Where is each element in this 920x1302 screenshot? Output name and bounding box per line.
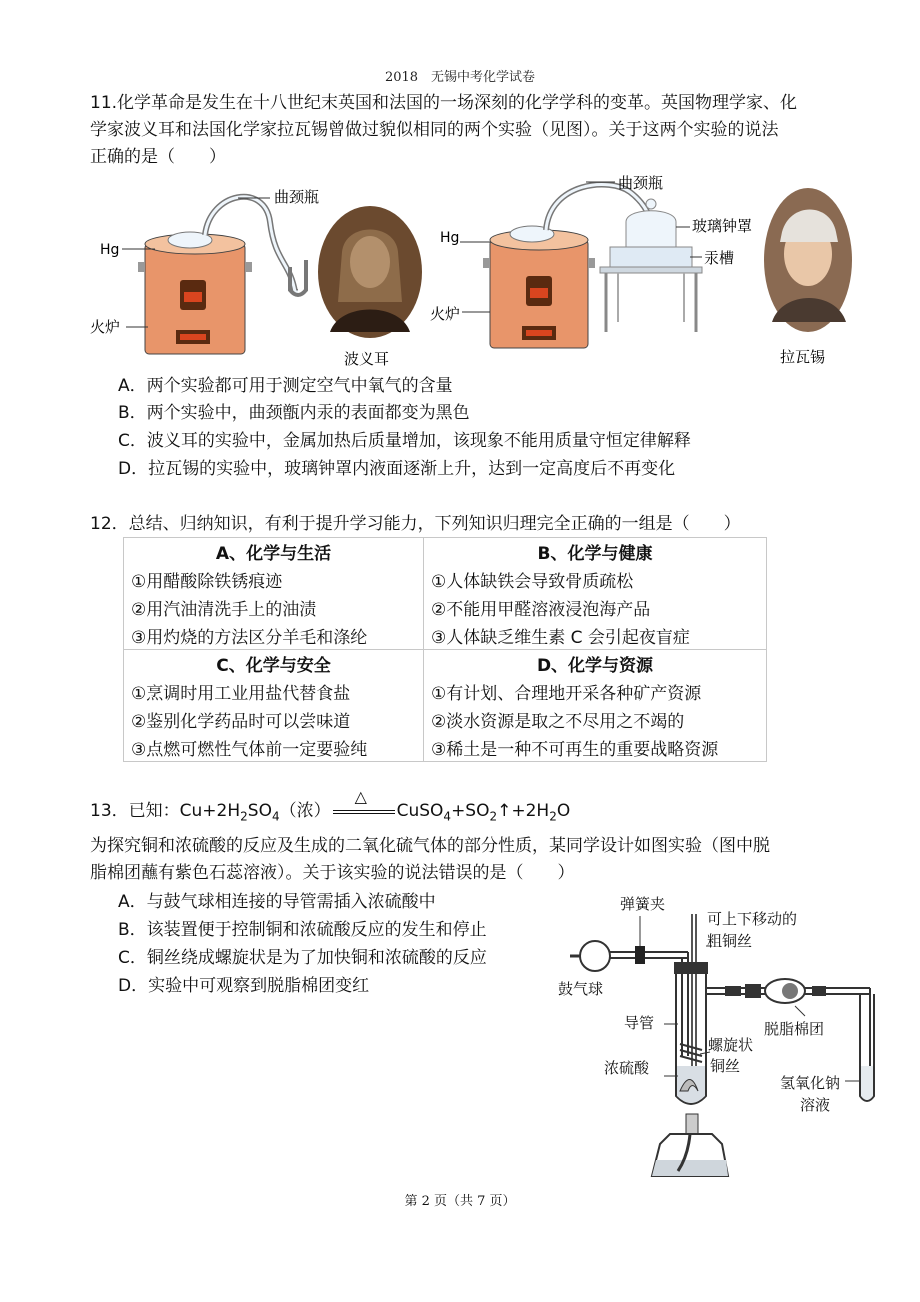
eq-r1: CuSO [396, 801, 444, 821]
page-header: 2018 无锡中考化学试卷 [384, 70, 536, 85]
label-flask-left: 曲颈瓶 [274, 188, 320, 206]
boyle-portrait [318, 206, 422, 338]
table-cell-b3: ③人体缺乏维生素 C 会引起夜盲症 [424, 622, 767, 650]
q11-stem-line2: 学家波义耳和法国化学家拉瓦锡曾做过貌似相同的两个实验（见图）。关于这两个实验的说法 [90, 120, 779, 140]
q13-option-b: B．该装置便于控制铜和浓硫酸反应的发生和停止 [118, 920, 487, 940]
table-cell-b2: ②不能用甲醛溶液浸泡海产品 [424, 594, 767, 622]
eq-rsub1: 4 [443, 809, 452, 824]
bulb [570, 941, 688, 971]
table-cell-a3: ③用灼烧的方法区分羊毛和涤纶 [124, 622, 424, 650]
spring-clip [635, 916, 645, 964]
label-naoh-line2: 溶液 [800, 1096, 831, 1114]
label-copper-wire-line2: 粗铜丝 [707, 932, 753, 950]
label-acid: 浓硫酸 [604, 1059, 650, 1077]
label-tube: 导管 [624, 1014, 655, 1032]
table-cell-c3: ③点燃可燃性气体前一定要验纯 [124, 734, 424, 762]
q11-option-c: C．波义耳的实验中，金属加热后质量增加，该现象不能用质量守恒定律解释 [118, 431, 691, 451]
furnace-left [138, 234, 252, 354]
lavoisier-portrait [764, 188, 852, 332]
eq-r4: O [556, 801, 571, 821]
table-cell-d2: ②淡水资源是取之不尽用之不竭的 [424, 706, 767, 734]
q12-stem: 12．总结、归纳知识，有利于提升学习能力，下列知识归理完全正确的一组是（ ） [90, 514, 741, 534]
label-coil-line2: 铜丝 [710, 1057, 741, 1075]
table-cell-b1: ①人体缺铁会导致骨质疏松 [424, 566, 767, 594]
eq-sub2: 4 [271, 809, 280, 824]
table-header-d: D、化学与资源 [424, 650, 767, 678]
q13-option-a: A．与鼓气球相连接的导管需插入浓硫酸中 [118, 892, 436, 912]
label-hg-right: Hg [440, 230, 460, 246]
label-copper-wire-line1: 可上下移动的 [707, 910, 798, 928]
label-hg-left: Hg [100, 242, 120, 258]
eq-rsub2: 2 [489, 809, 498, 824]
eq-mid2: （浓） [279, 801, 331, 821]
q11-stem-line1: 11.化学革命是发生在十八世纪末英国和法国的一场深刻的化学学科的变革。英国物理学家、化 [90, 93, 798, 113]
table-cell-d1: ①有计划、合理地开采各种矿产资源 [424, 678, 767, 706]
eq-mid1: SO [247, 801, 272, 821]
q11-option-d: D．拉瓦锡的实验中，玻璃钟罩内液面逐渐上升，达到一定高度后不再变化 [118, 459, 676, 479]
eq-r3: ↑+2H [497, 801, 550, 821]
label-spring-clip: 弹簧夹 [620, 895, 666, 913]
bell-jar [600, 199, 702, 332]
q13-prefix: 13．已知： [90, 801, 180, 821]
q11-stem-line3: 正确的是（ ） [90, 147, 226, 167]
q13-stem-line2: 脂棉团蘸有紫色石蕊溶液）。关于该实验的说法错误的是（ ） [90, 863, 575, 883]
furnace-right [483, 230, 595, 348]
label-lavoisier: 拉瓦锡 [780, 348, 826, 366]
eq-r2: +SO [451, 801, 490, 821]
table-header-a: A、化学与生活 [124, 538, 424, 566]
label-boyle: 波义耳 [344, 350, 390, 368]
q12-knowledge-table [123, 537, 767, 762]
table-cell-a2: ②用汽油清洗手上的油渍 [124, 594, 424, 622]
q13-option-d: D．实验中可观察到脱脂棉团变红 [118, 976, 370, 996]
q11-figure [90, 172, 870, 372]
q11-option-b: B．两个实验中，曲颈甑内汞的表面都变为黑色 [118, 403, 470, 423]
label-flask-right: 曲颈瓶 [618, 174, 664, 192]
q11-option-a: A．两个实验都可用于测定空气中氧气的含量 [118, 376, 453, 396]
eq-sub1: 2 [240, 809, 248, 824]
table-header-c: C、化学与安全 [124, 650, 424, 678]
table-cell-c1: ①烹调时用工业用盐代替食盐 [124, 678, 424, 706]
table-cell-c2: ②鉴别化学药品时可以尝味道 [124, 706, 424, 734]
label-coil-line1: 螺旋状 [708, 1036, 754, 1054]
page-footer: 第 2 页（共 7 页） [404, 1194, 516, 1209]
label-cotton: 脱脂棉团 [764, 1020, 825, 1038]
label-naoh-line1: 氢氧化钠 [780, 1074, 841, 1092]
eq-heat-symbol: △ [354, 787, 367, 806]
label-bulb: 鼓气球 [558, 980, 604, 998]
label-furnace-right: 火炉 [430, 305, 461, 323]
eq-rsub3: 2 [549, 809, 557, 824]
table-cell-d3: ③稀土是一种不可再生的重要战略资源 [424, 734, 767, 762]
eq-left: Cu+2H [179, 801, 241, 821]
q13-stem-line1: 为探究铜和浓硫酸的反应及生成的二氧化硫气体的部分性质，某同学设计如图实验（图中脱 [90, 836, 770, 856]
label-bell-jar: 玻璃钟罩 [692, 217, 753, 235]
eq-condition-arrow [331, 787, 397, 821]
table-cell-a1: ①用醋酸除铁锈痕迹 [124, 566, 424, 594]
q13-option-c: C．铜丝绕成螺旋状是为了加快铜和浓硫酸的反应 [118, 948, 487, 968]
q13-equation [90, 787, 571, 824]
label-furnace-left: 火炉 [90, 318, 121, 336]
label-trough: 汞槽 [704, 249, 735, 267]
table-header-b: B、化学与健康 [424, 538, 767, 566]
